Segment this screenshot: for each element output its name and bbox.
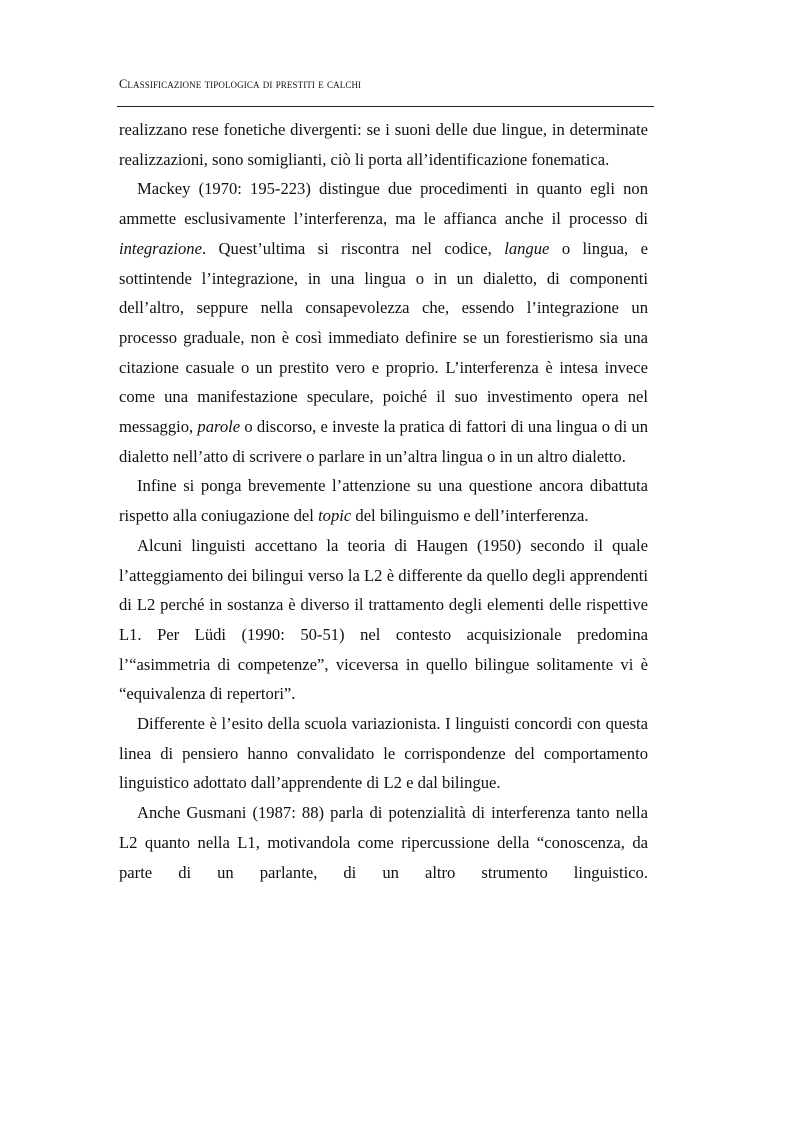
paragraph-2-text-c: o lingua, e sottintende l’integrazione, in una lingua o in un dialetto, di componenti dell’altro, seppure nella consapevolezza che, essendo l’integrazione un processo graduale, non è così immediato definire se un forestierismo sia una citazione casuale o un prestito vero e proprio. L’interferenza è intesa invece come una manifestazione speculare, poiché il suo investimento opera nel messaggio, (119, 238, 648, 437)
paragraph-6 (119, 798, 648, 887)
paragraph-5-text: Differente è l’esito della scuola variazionista. I linguisti concordi con questa linea di pensiero hanno convalidato le corrispondenze del comportamento linguistico adottato dall’apprendente di L2 e dal bilingue. (119, 714, 648, 793)
paragraph-4-text: Alcuni linguisti accettano la teoria di Haugen (1950) secondo il quale l’atteggiamento dei bilingui verso la L2 è differente da quello degli apprendenti di L2 perché in sostanza è diverso il trattamento degli elementi delle rispettive L1. Per Lüdi (1990: 50-51) nel contesto acquisizionale predomina l’“asimmetria di competenze”, viceversa in quello bilingue solitamente vi è “equivalenza di repertori”. (119, 535, 648, 704)
body-text (119, 115, 648, 887)
header-rule (117, 106, 654, 107)
paragraph-3 (119, 471, 648, 530)
paragraph-2-text-a: Mackey (1970: 195-223) distingue due procedimenti in quanto egli non ammette esclusivamente l’interferenza, ma le affianca anche il processo di (119, 179, 648, 229)
paragraph-6-text: Anche Gusmani (1987: 88) parla di potenzialità di interferenza tanto nella L2 quanto nella L1, motivandola come ripercussione della “conoscenza, da parte di un parlante, di un altro strumento linguistico. (119, 803, 648, 882)
term-parole: parole (197, 417, 241, 437)
term-integrazione: integrazione (119, 238, 202, 258)
paragraph-2 (119, 174, 648, 471)
paragraph-1 (119, 115, 648, 174)
paragraph-2-text-d: o discorso, e investe la pratica di fattori di una lingua o di un dialetto nell’atto di scrivere o parlare in un’altra lingua o in un altro dialetto. (119, 417, 648, 466)
paragraph-4 (119, 531, 648, 709)
running-header: Classificazione tipologica di prestiti e calchi (119, 77, 362, 91)
paragraph-5 (119, 709, 648, 798)
term-topic: topic (318, 506, 352, 526)
paragraph-2-text-b: . Quest’ultima si riscontra nel codice, (201, 238, 505, 258)
paragraph-1-text: realizzano rese fonetiche divergenti: se i suoni delle due lingue, in determinate realizzazioni, sono somiglianti, ciò li porta all’identificazione fonematica. (119, 120, 648, 169)
paragraph-3-text-a: Infine si ponga brevemente l’attenzione su una questione ancora dibattuta rispetto alla coniugazione del (119, 476, 648, 526)
term-langue: langue (504, 238, 550, 258)
paragraph-3-text-b: del bilinguismo e dell’interferenza. (351, 506, 589, 526)
